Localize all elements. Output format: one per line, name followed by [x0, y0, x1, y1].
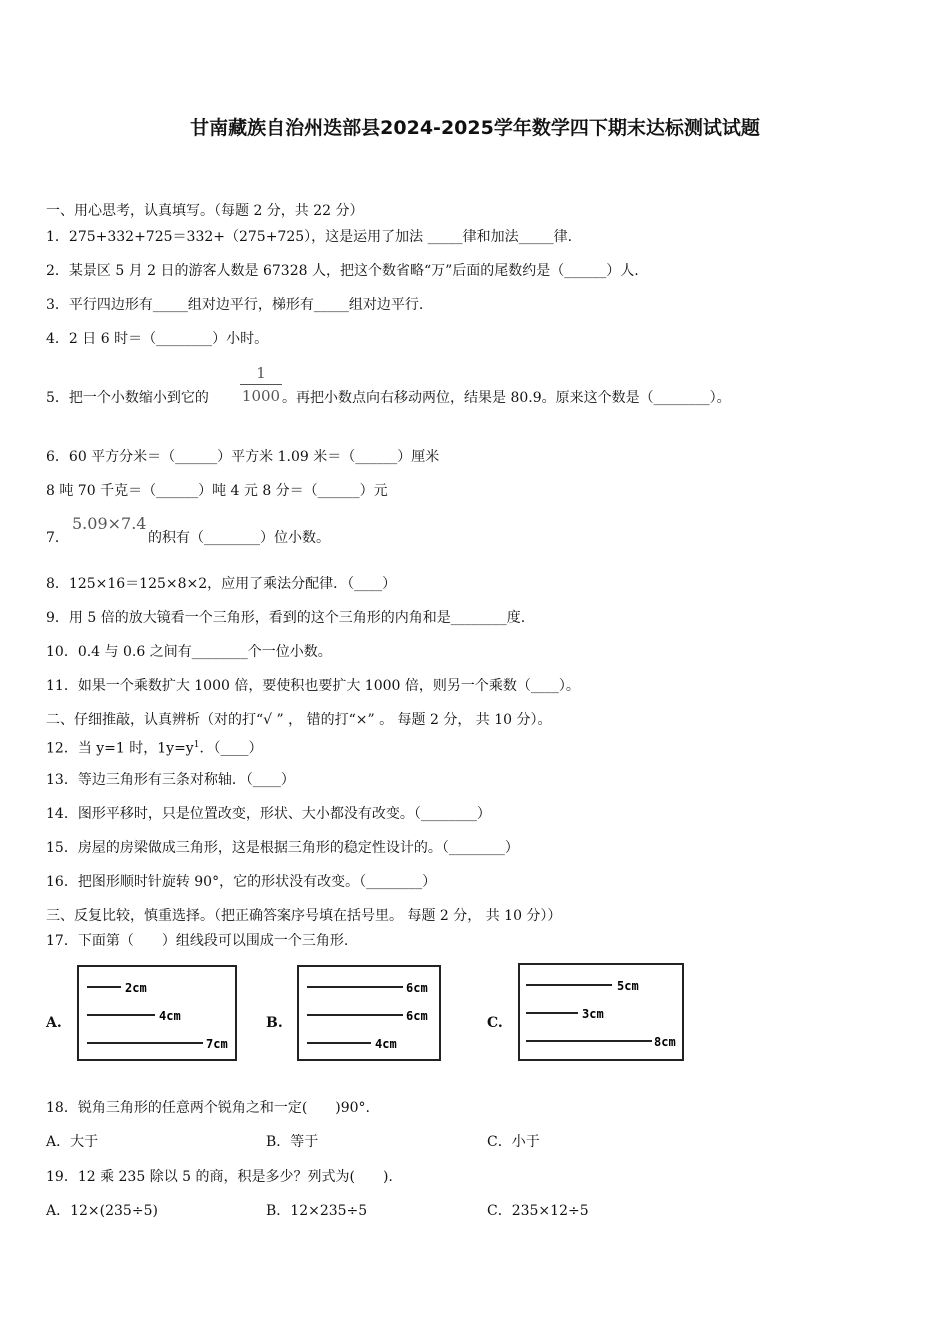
question-2: 2．某景区 5 月 2 日的游客人数是 67328 人，把这个数省略“万”后面的尾数约是（______）人. [46, 263, 639, 279]
question-17: 17．下面第（ ）组线段可以围成一个三角形. [46, 933, 349, 949]
segment-a2-label: 4cm [159, 1009, 181, 1023]
option-a-segment-box [77, 965, 237, 1061]
question-12 [46, 736, 262, 758]
question-5-prefix: 5．把一个小数缩小到它的 [46, 390, 209, 406]
page-title: 甘南藏族自治州迭部县2024-2025学年数学四下期末达标测试试题 [190, 117, 760, 139]
question-19-option-c: C．235×12÷5 [487, 1203, 589, 1219]
segment-b1-label: 6cm [406, 981, 428, 995]
question-18-option-c: C．小于 [487, 1134, 540, 1150]
question-14: 14．图形平移时，只是位置改变，形状、大小都没有改变。（________） [46, 806, 491, 822]
question-13: 13．等边三角形有三条对称轴．（____） [46, 772, 295, 788]
option-a-segments [79, 967, 235, 1059]
question-19-option-b: B．12×235÷5 [266, 1203, 368, 1219]
option-c-segments [520, 965, 682, 1059]
question-4: 4．2 日 6 时＝（________）小时。 [46, 331, 269, 347]
question-3: 3．平行四边形有_____组对边平行，梯形有_____组对边平行. [46, 297, 424, 313]
option-b-segments [299, 967, 439, 1059]
option-b-label: B. [266, 1015, 283, 1031]
question-10: 10．0.4 与 0.6 之间有________个一位小数。 [46, 644, 332, 660]
question-7-number: 7． [46, 530, 69, 546]
question-7-text: 的积有（________）位小数。 [148, 530, 330, 546]
section-1-heading: 一、用心思考，认真填写。（每题 2 分，共 22 分） [46, 203, 364, 219]
section-2-heading: 二、仔细推敲，认真辨析（对的打“√ ” ， 错的打“×” 。 每题 2 分， 共 10 分）。 [46, 712, 552, 728]
question-12-blank: ．（____） [199, 740, 263, 757]
question-18-option-a: A．大于 [46, 1134, 99, 1150]
question-7-expression: 5.09×7.4 [72, 514, 147, 533]
question-1: 1．275+332+725＝332+（275+725），这是运用了加法 _____律和加法_____律. [46, 229, 573, 245]
segment-c1-label: 5cm [617, 979, 639, 993]
section-3-heading: 三、反复比较，慎重选择。（把正确答案序号填在括号里。 每题 2 分， 共 10 分）） [46, 908, 562, 924]
question-8: 8．125×16＝125×8×2，应用了乘法分配律．（____） [46, 576, 397, 592]
option-b-segment-box [297, 965, 441, 1061]
question-12-text: 12．当 y=1 时，1y=y [46, 740, 194, 757]
option-c-segment-box [518, 963, 684, 1061]
question-19-option-a: A．12×(235÷5) [46, 1203, 158, 1219]
question-18: 18．锐角三角形的任意两个锐角之和一定( )90°. [46, 1100, 371, 1116]
segment-c3-label: 8cm [654, 1035, 676, 1049]
question-11: 11．如果一个乘数扩大 1000 倍，要使积也要扩大 1000 倍，则另一个乘数（____）。 [46, 678, 580, 694]
segment-a3-label: 7cm [206, 1037, 228, 1051]
fraction-one-thousandth [240, 364, 282, 405]
question-9: 9．用 5 倍的放大镜看一个三角形，看到的这个三角形的内角和是________度. [46, 610, 526, 626]
fraction-numerator: 1 [240, 364, 282, 385]
question-5-suffix: 。再把小数点向右移动两位，结果是 80.9。原来这个数是（________）。 [282, 390, 731, 406]
segment-a1-label: 2cm [125, 981, 147, 995]
option-c-label: C. [487, 1015, 503, 1031]
option-a-label: A. [46, 1015, 62, 1031]
segment-b3-label: 4cm [375, 1037, 397, 1051]
question-12-superscript: 1 [193, 740, 200, 750]
question-6-line-2: 8 吨 70 千克＝（______）吨 4 元 8 分＝（______）元 [46, 483, 388, 499]
question-18-option-b: B．等于 [266, 1134, 319, 1150]
segment-b2-label: 6cm [406, 1009, 428, 1023]
question-19: 19．12 乘 235 除以 5 的商，积是多少？列式为( ). [46, 1169, 393, 1185]
segment-c2-label: 3cm [582, 1007, 604, 1021]
fraction-denominator: 1000 [241, 387, 281, 405]
question-6-line-1: 6．60 平方分米＝（______）平方米 1.09 米＝（______）厘米 [46, 449, 440, 465]
question-15: 15．房屋的房梁做成三角形，这是根据三角形的稳定性设计的。（________） [46, 840, 519, 856]
question-16: 16．把图形顺时针旋转 90°，它的形状没有改变。（________） [46, 874, 437, 890]
